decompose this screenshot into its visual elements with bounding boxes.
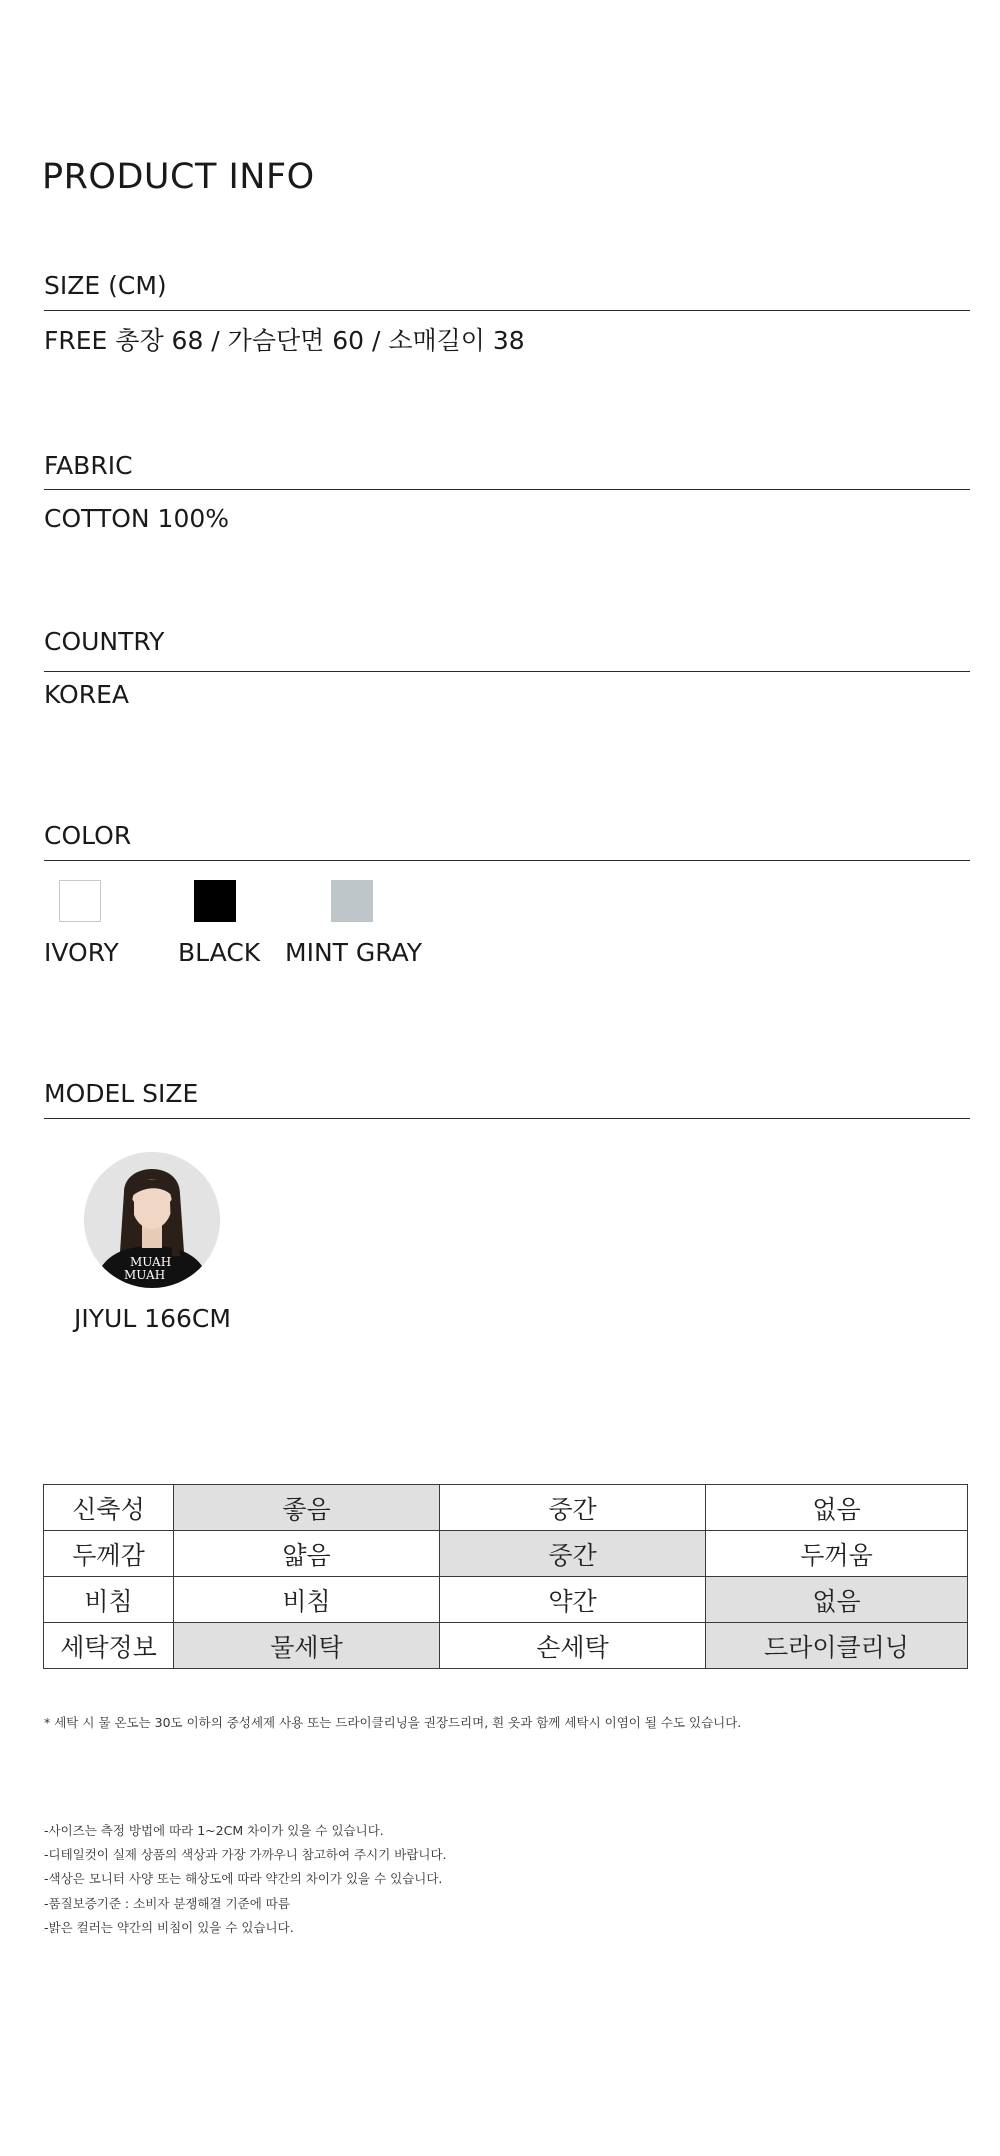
spec-option-cell: 비침 xyxy=(174,1577,440,1623)
country-divider xyxy=(44,671,970,672)
color-swatch-ivory[interactable] xyxy=(59,880,101,922)
spec-option-cell: 약간 xyxy=(440,1577,706,1623)
spec-row-header: 비침 xyxy=(44,1577,174,1623)
color-swatch-mint-gray[interactable] xyxy=(331,880,373,922)
color-divider xyxy=(44,860,970,861)
country-value: KOREA xyxy=(44,680,129,709)
size-value: FREE 총장 68 / 가슴단면 60 / 소매길이 38 xyxy=(44,326,525,355)
color-name-black: BLACK xyxy=(178,938,261,967)
fabric-divider xyxy=(44,489,970,490)
notice-line: -색상은 모니터 사양 또는 해상도에 따라 약간의 차이가 있을 수 있습니다. xyxy=(44,1871,443,1886)
spec-option-cell: 드라이클리닝 xyxy=(706,1623,968,1669)
notice-line: -사이즈는 측정 방법에 따라 1~2CM 차이가 있을 수 있습니다. xyxy=(44,1823,384,1838)
spec-row-header: 두께감 xyxy=(44,1531,174,1577)
notice-line: -밝은 컬러는 약간의 비침이 있을 수 있습니다. xyxy=(44,1920,294,1935)
spec-option-cell: 없음 xyxy=(706,1485,968,1531)
model-photo-illustration xyxy=(84,1152,220,1288)
model-size-divider xyxy=(44,1118,970,1119)
page-title: PRODUCT INFO xyxy=(42,157,315,197)
model-size-label: MODEL SIZE xyxy=(44,1079,199,1108)
spec-row xyxy=(44,1577,968,1623)
spec-option-cell: 얇음 xyxy=(174,1531,440,1577)
spec-option-cell: 중간 xyxy=(440,1531,706,1577)
color-name-mint-gray: MINT GRAY xyxy=(285,938,423,967)
shirt-print-line1: MUAH xyxy=(130,1255,172,1269)
spec-row xyxy=(44,1531,968,1577)
model-caption: JIYUL 166CM xyxy=(74,1304,231,1333)
spec-row-header: 세탁정보 xyxy=(44,1623,174,1669)
spec-option-cell: 손세탁 xyxy=(440,1623,706,1669)
spec-row xyxy=(44,1623,968,1669)
size-divider xyxy=(44,310,970,311)
notice-line: -디테일컷이 실제 상품의 색상과 가장 가까우니 참고하여 주시기 바랍니다. xyxy=(44,1847,447,1862)
spec-option-cell: 중간 xyxy=(440,1485,706,1531)
model-avatar xyxy=(84,1152,220,1288)
color-label: COLOR xyxy=(44,821,132,850)
spec-row xyxy=(44,1485,968,1531)
spec-option-cell: 없음 xyxy=(706,1577,968,1623)
fabric-value: COTTON 100% xyxy=(44,504,230,533)
spec-option-cell: 물세탁 xyxy=(174,1623,440,1669)
fabric-spec-table xyxy=(43,1484,968,1669)
care-note: * 세탁 시 물 온도는 30도 이하의 중성세제 사용 또는 드라이클리닝을 권장드리며, 흰 옷과 함께 세탁시 이염이 될 수도 있습니다. xyxy=(44,1715,742,1730)
shirt-print-line2: MUAH xyxy=(124,1268,166,1282)
spec-option-cell: 좋음 xyxy=(174,1485,440,1531)
spec-row-header: 신축성 xyxy=(44,1485,174,1531)
notice-line: -품질보증기준 : 소비자 분쟁해결 기준에 따름 xyxy=(44,1896,290,1911)
color-swatch-black[interactable] xyxy=(194,880,236,922)
spec-option-cell: 두꺼움 xyxy=(706,1531,968,1577)
color-name-ivory: IVORY xyxy=(44,938,119,967)
fabric-label: FABRIC xyxy=(44,451,133,480)
size-label: SIZE (CM) xyxy=(44,271,167,300)
country-label: COUNTRY xyxy=(44,627,165,656)
